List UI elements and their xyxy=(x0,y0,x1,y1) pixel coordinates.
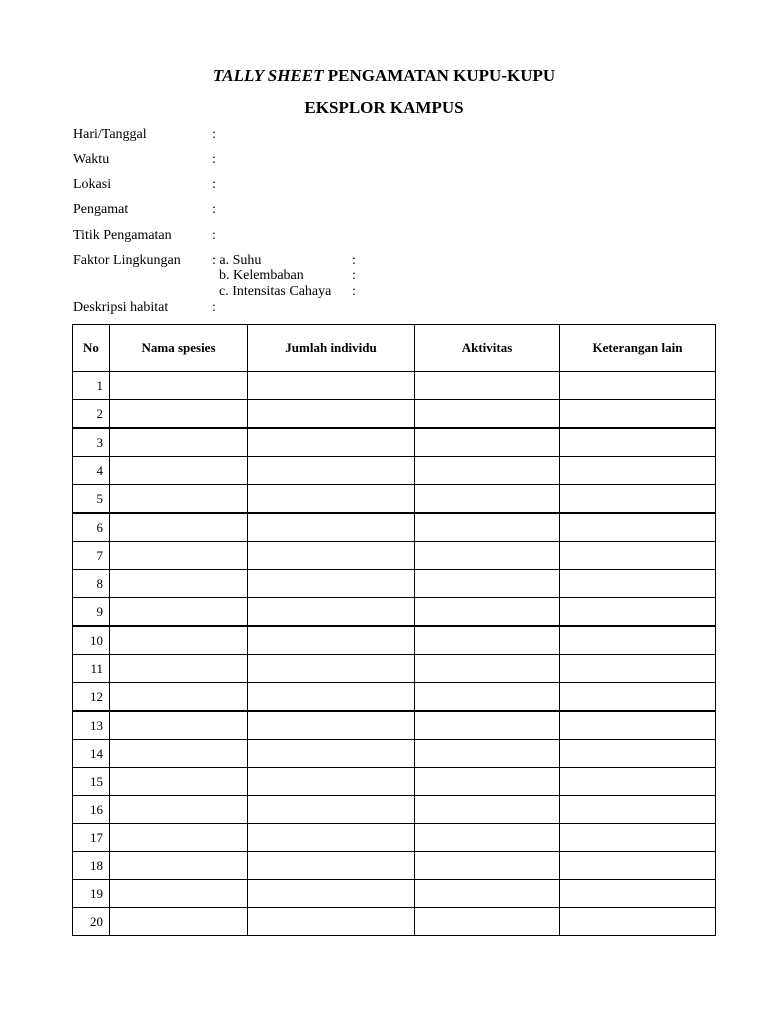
title-rest-part: PENGAMATAN KUPU-KUPU xyxy=(323,66,556,85)
env-intensitas-cahaya xyxy=(219,284,356,300)
colon: : xyxy=(212,228,216,243)
row-number: 9 xyxy=(73,598,110,627)
cell-jumlah-individu[interactable] xyxy=(248,542,415,570)
cell-keterangan-lain[interactable] xyxy=(560,513,716,542)
row-number: 20 xyxy=(73,908,110,936)
cell-aktivitas[interactable] xyxy=(415,796,560,824)
cell-keterangan-lain[interactable] xyxy=(560,880,716,908)
table-row xyxy=(73,740,716,768)
cell-nama-spesies[interactable] xyxy=(110,513,248,542)
cell-aktivitas[interactable] xyxy=(415,485,560,514)
label-hari-tanggal: Hari/Tanggal xyxy=(73,127,147,142)
row-number: 18 xyxy=(73,852,110,880)
cell-jumlah-individu[interactable] xyxy=(248,768,415,796)
table-row xyxy=(73,598,716,627)
row-number: 15 xyxy=(73,768,110,796)
cell-keterangan-lain[interactable] xyxy=(560,740,716,768)
table-row xyxy=(73,880,716,908)
row-number: 2 xyxy=(73,400,110,429)
label-faktor-lingkungan: Faktor Lingkungan xyxy=(73,253,181,268)
colon: : xyxy=(212,202,216,217)
colon: : xyxy=(212,300,216,315)
table-row xyxy=(73,852,716,880)
cell-aktivitas[interactable] xyxy=(415,400,560,429)
cell-nama-spesies[interactable] xyxy=(110,824,248,852)
table-header-row xyxy=(73,325,716,372)
cell-keterangan-lain[interactable] xyxy=(560,683,716,712)
row-number: 5 xyxy=(73,485,110,514)
cell-nama-spesies[interactable] xyxy=(110,485,248,514)
label-kelembaban: b. Kelembaban xyxy=(219,268,304,283)
document-subtitle: EKSPLOR KAMPUS xyxy=(304,98,464,117)
label-intensitas-cahaya: c. Intensitas Cahaya xyxy=(219,284,332,299)
cell-keterangan-lain[interactable] xyxy=(560,457,716,485)
cell-jumlah-individu[interactable] xyxy=(248,457,415,485)
label-deskripsi-habitat: Deskripsi habitat xyxy=(73,300,169,315)
cell-keterangan-lain[interactable] xyxy=(560,711,716,740)
cell-jumlah-individu[interactable] xyxy=(248,428,415,457)
colon: : xyxy=(212,127,216,142)
cell-jumlah-individu[interactable] xyxy=(248,711,415,740)
cell-aktivitas[interactable] xyxy=(415,457,560,485)
env-suhu xyxy=(212,253,356,269)
cell-keterangan-lain[interactable] xyxy=(560,796,716,824)
row-number: 14 xyxy=(73,740,110,768)
colon: : xyxy=(212,152,216,167)
cell-keterangan-lain[interactable] xyxy=(560,542,716,570)
label-waktu: Waktu xyxy=(73,152,110,167)
table-row xyxy=(73,428,716,457)
row-number: 11 xyxy=(73,655,110,683)
header-jumlah-individu: Jumlah individu xyxy=(248,325,415,372)
cell-jumlah-individu[interactable] xyxy=(248,740,415,768)
header-keterangan-lain: Keterangan lain xyxy=(560,325,716,372)
table-row xyxy=(73,908,716,936)
cell-jumlah-individu[interactable] xyxy=(248,570,415,598)
cell-aktivitas[interactable] xyxy=(415,428,560,457)
cell-jumlah-individu[interactable] xyxy=(248,880,415,908)
cell-keterangan-lain[interactable] xyxy=(560,428,716,457)
row-number: 16 xyxy=(73,796,110,824)
table-row xyxy=(73,824,716,852)
cell-aktivitas[interactable] xyxy=(415,683,560,712)
cell-aktivitas[interactable] xyxy=(415,372,560,400)
row-number: 17 xyxy=(73,824,110,852)
env-kelembaban xyxy=(219,268,356,284)
header-no: No xyxy=(73,325,110,372)
label-titik-pengamatan: Titik Pengamatan xyxy=(73,228,172,243)
cell-aktivitas[interactable] xyxy=(415,824,560,852)
cell-aktivitas[interactable] xyxy=(415,768,560,796)
table-row xyxy=(73,457,716,485)
colon: : xyxy=(352,253,356,268)
colon: : xyxy=(212,177,216,192)
cell-jumlah-individu[interactable] xyxy=(248,626,415,655)
cell-keterangan-lain[interactable] xyxy=(560,485,716,514)
cell-nama-spesies[interactable] xyxy=(110,880,248,908)
cell-keterangan-lain[interactable] xyxy=(560,824,716,852)
tally-table xyxy=(72,324,716,936)
cell-keterangan-lain[interactable] xyxy=(560,908,716,936)
row-number: 8 xyxy=(73,570,110,598)
table-row xyxy=(73,768,716,796)
cell-nama-spesies[interactable] xyxy=(110,852,248,880)
cell-nama-spesies[interactable] xyxy=(110,768,248,796)
cell-nama-spesies[interactable] xyxy=(110,372,248,400)
table-row xyxy=(73,711,716,740)
table-row xyxy=(73,655,716,683)
cell-aktivitas[interactable] xyxy=(415,598,560,627)
table-row xyxy=(73,683,716,712)
cell-aktivitas[interactable] xyxy=(415,740,560,768)
cell-nama-spesies[interactable] xyxy=(110,598,248,627)
cell-nama-spesies[interactable] xyxy=(110,542,248,570)
row-number: 7 xyxy=(73,542,110,570)
cell-jumlah-individu[interactable] xyxy=(248,372,415,400)
cell-aktivitas[interactable] xyxy=(415,513,560,542)
cell-jumlah-individu[interactable] xyxy=(248,400,415,429)
cell-jumlah-individu[interactable] xyxy=(248,655,415,683)
cell-jumlah-individu[interactable] xyxy=(248,485,415,514)
cell-keterangan-lain[interactable] xyxy=(560,372,716,400)
cell-aktivitas[interactable] xyxy=(415,626,560,655)
table-row xyxy=(73,542,716,570)
cell-jumlah-individu[interactable] xyxy=(248,796,415,824)
cell-aktivitas[interactable] xyxy=(415,908,560,936)
cell-nama-spesies[interactable] xyxy=(110,796,248,824)
table-row xyxy=(73,400,716,429)
cell-nama-spesies[interactable] xyxy=(110,400,248,429)
document-title xyxy=(0,66,768,86)
cell-keterangan-lain[interactable] xyxy=(560,626,716,655)
row-number: 12 xyxy=(73,683,110,712)
row-number: 6 xyxy=(73,513,110,542)
table-row xyxy=(73,626,716,655)
table-row xyxy=(73,570,716,598)
colon: : xyxy=(352,268,356,283)
header-nama-spesies: Nama spesies xyxy=(110,325,248,372)
label-lokasi: Lokasi xyxy=(73,177,112,192)
table-row xyxy=(73,372,716,400)
cell-nama-spesies[interactable] xyxy=(110,740,248,768)
cell-nama-spesies[interactable] xyxy=(110,711,248,740)
cell-keterangan-lain[interactable] xyxy=(560,570,716,598)
cell-aktivitas[interactable] xyxy=(415,880,560,908)
row-number: 1 xyxy=(73,372,110,400)
table-row xyxy=(73,513,716,542)
cell-jumlah-individu[interactable] xyxy=(248,908,415,936)
cell-nama-spesies[interactable] xyxy=(110,457,248,485)
cell-keterangan-lain[interactable] xyxy=(560,598,716,627)
cell-aktivitas[interactable] xyxy=(415,711,560,740)
cell-aktivitas[interactable] xyxy=(415,570,560,598)
cell-jumlah-individu[interactable] xyxy=(248,852,415,880)
row-number: 3 xyxy=(73,428,110,457)
cell-nama-spesies[interactable] xyxy=(110,683,248,712)
cell-aktivitas[interactable] xyxy=(415,852,560,880)
cell-jumlah-individu[interactable] xyxy=(248,598,415,627)
row-number: 10 xyxy=(73,626,110,655)
table-row xyxy=(73,796,716,824)
row-number: 4 xyxy=(73,457,110,485)
cell-jumlah-individu[interactable] xyxy=(248,513,415,542)
cell-aktivitas[interactable] xyxy=(415,542,560,570)
table-row xyxy=(73,485,716,514)
row-number: 13 xyxy=(73,711,110,740)
header-aktivitas: Aktivitas xyxy=(415,325,560,372)
cell-jumlah-individu[interactable] xyxy=(248,683,415,712)
cell-keterangan-lain[interactable] xyxy=(560,400,716,429)
cell-keterangan-lain[interactable] xyxy=(560,768,716,796)
colon: : xyxy=(352,284,356,299)
cell-keterangan-lain[interactable] xyxy=(560,852,716,880)
row-number: 19 xyxy=(73,880,110,908)
cell-nama-spesies[interactable] xyxy=(110,908,248,936)
cell-nama-spesies[interactable] xyxy=(110,570,248,598)
label-suhu: : a. Suhu xyxy=(212,253,262,268)
title-italic-part: TALLY SHEET xyxy=(212,66,324,85)
cell-nama-spesies[interactable] xyxy=(110,428,248,457)
cell-jumlah-individu[interactable] xyxy=(248,824,415,852)
cell-nama-spesies[interactable] xyxy=(110,626,248,655)
cell-aktivitas[interactable] xyxy=(415,655,560,683)
label-pengamat: Pengamat xyxy=(73,202,129,217)
cell-nama-spesies[interactable] xyxy=(110,655,248,683)
cell-keterangan-lain[interactable] xyxy=(560,655,716,683)
